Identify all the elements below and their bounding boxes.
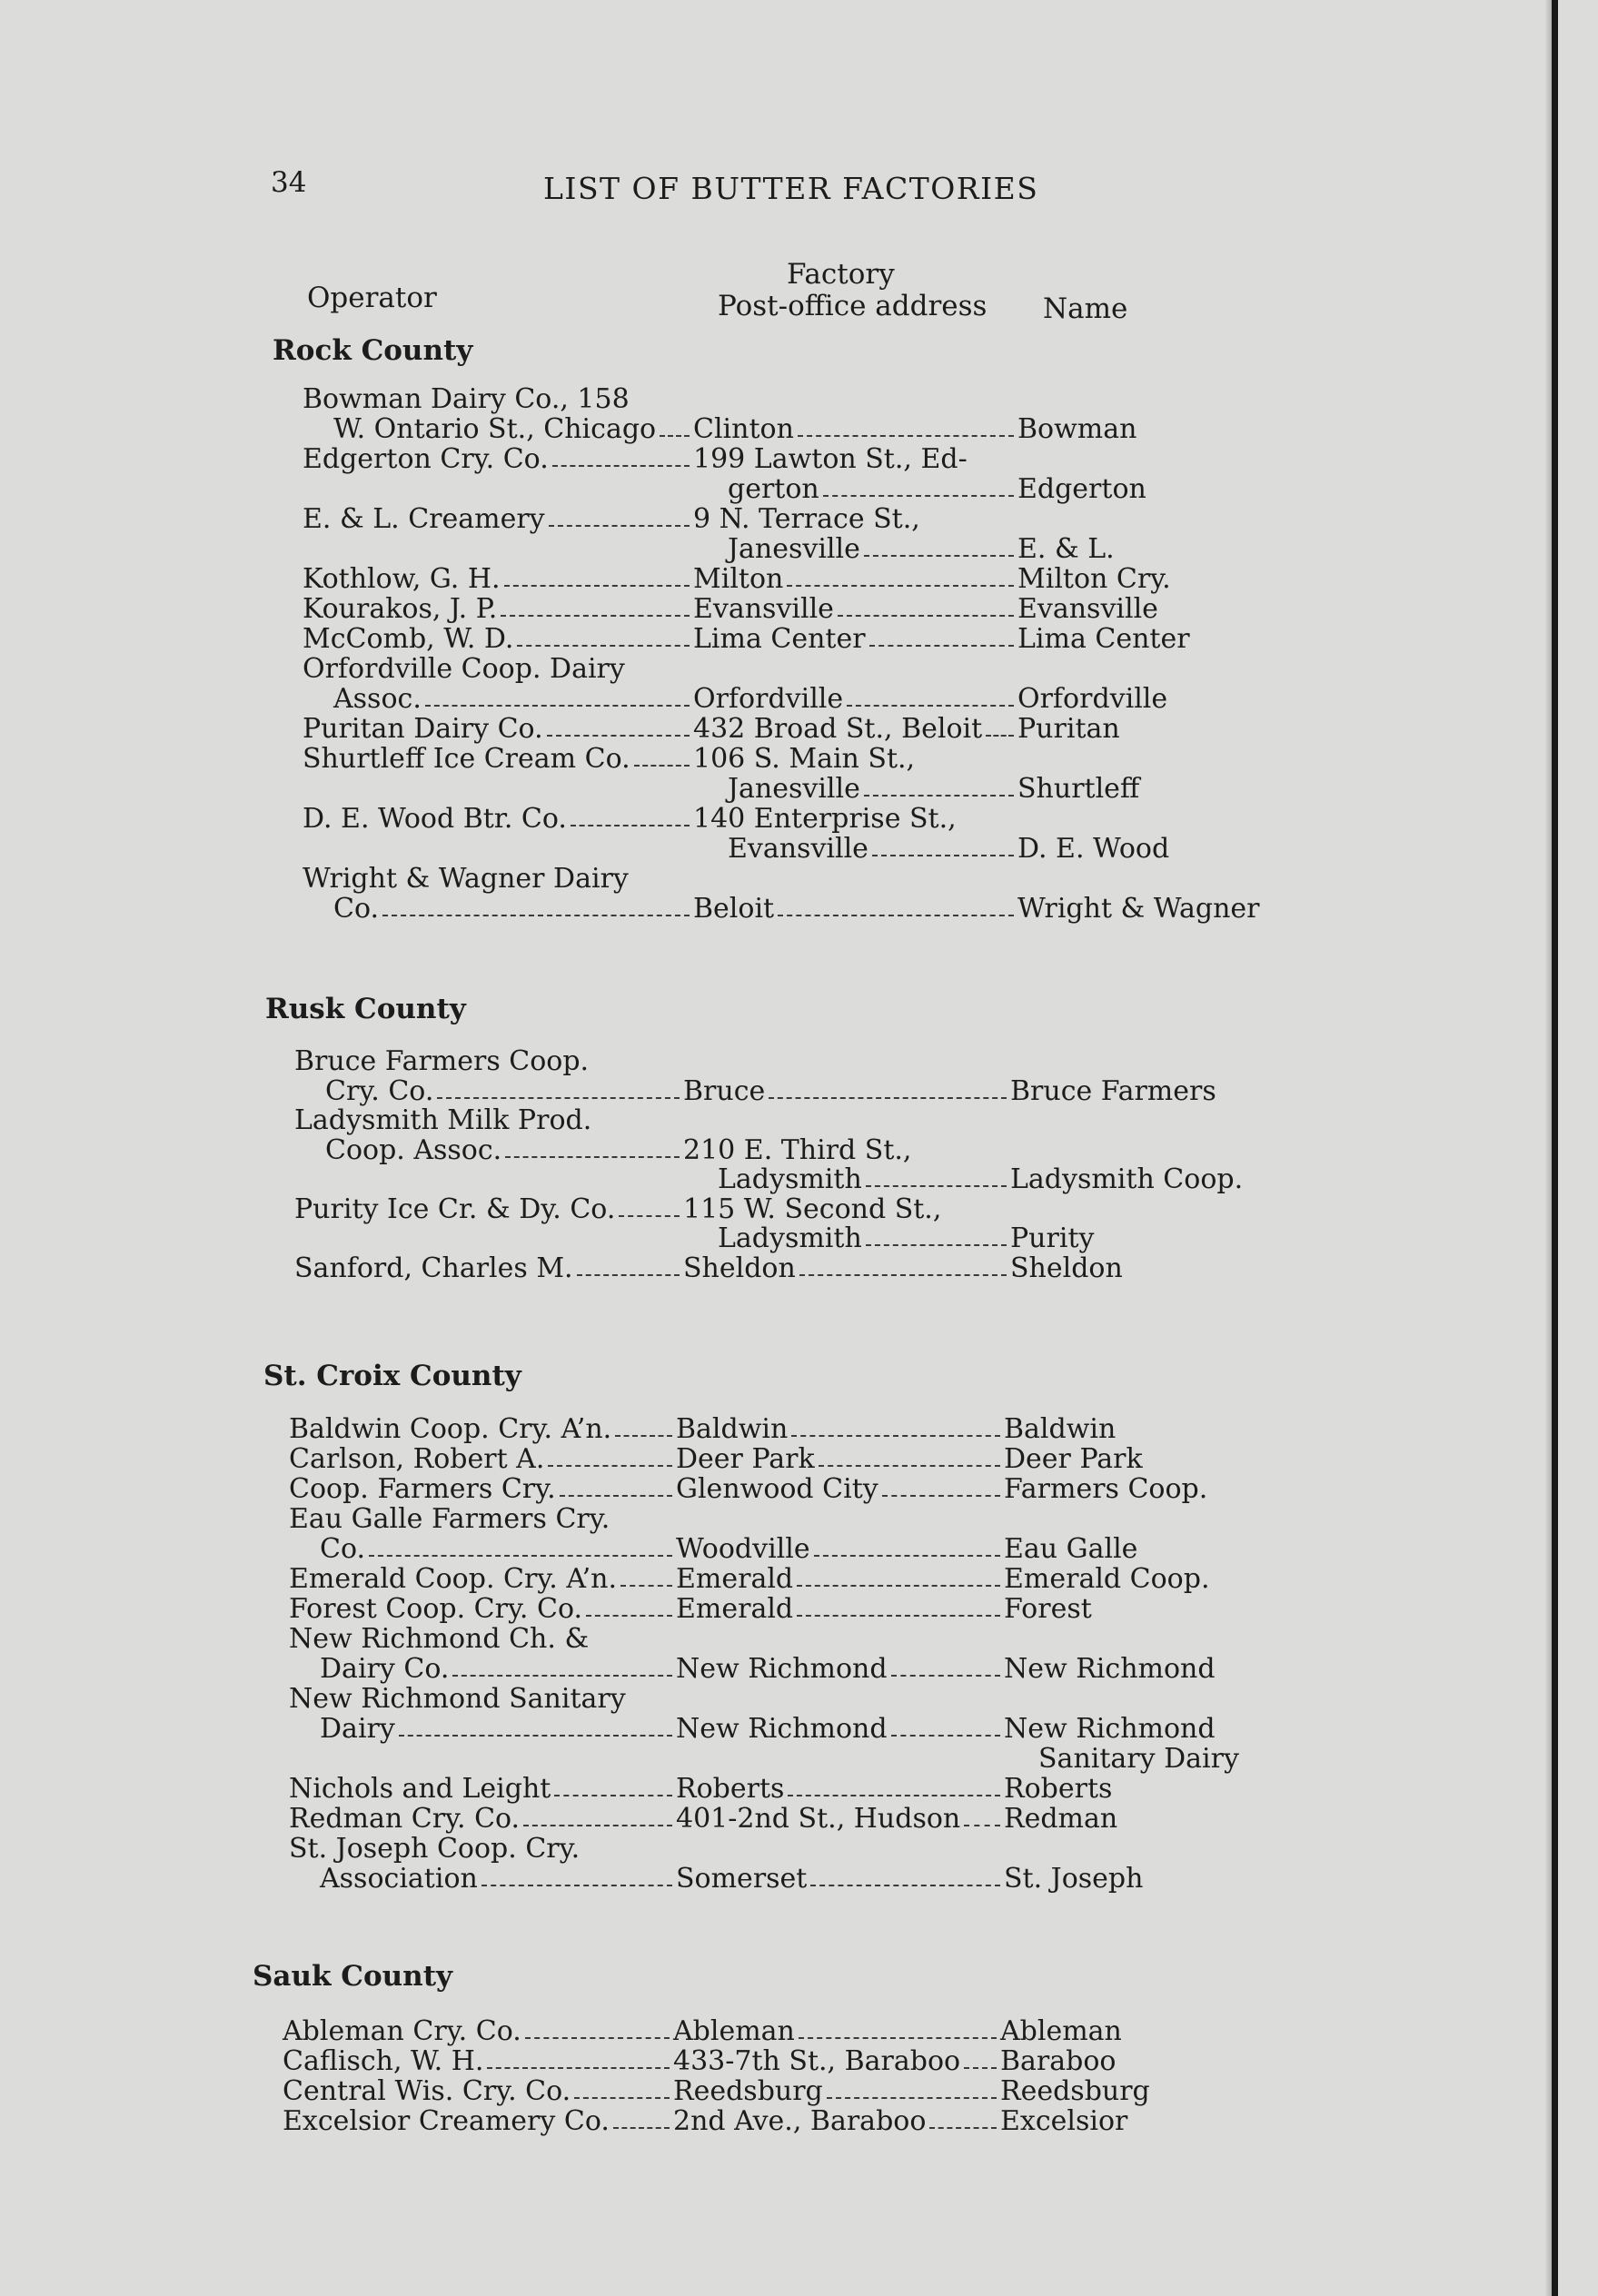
operator-cell: Baldwin Coop. Cry. A’n. [289, 1413, 612, 1445]
operator-cell: Eau Galle Farmers Cry. [289, 1503, 610, 1535]
operator-cell: Ableman Cry. Co. [283, 2015, 521, 2047]
dot-leader [827, 2097, 997, 2099]
dot-leader [619, 1215, 680, 1217]
list-item [0, 1046, 1544, 1076]
list-item [0, 654, 1544, 684]
operator-cell: Excelsior Creamery Co. [283, 2105, 610, 2137]
dot-leader [586, 1615, 672, 1617]
address-cell: 433-7th St., Baraboo [673, 2045, 961, 2077]
dot-leader [525, 2037, 670, 2039]
address-cell: Emerald [676, 1563, 794, 1595]
list-item [0, 1864, 1544, 1894]
page-number: 34 [271, 166, 307, 199]
list-item [0, 1194, 1544, 1224]
dot-leader [571, 825, 690, 826]
operator-cell: Bruce Farmers Coop. [294, 1045, 590, 1077]
list-item [0, 834, 1544, 864]
list-item [0, 1444, 1544, 1474]
address-cell: Ladysmith [718, 1222, 862, 1254]
dot-leader [574, 2097, 670, 2099]
list-item [0, 1594, 1544, 1624]
operator-cell: St. Joseph Coop. Cry. [289, 1833, 581, 1865]
list-item [0, 2016, 1544, 2046]
list-item [0, 684, 1544, 714]
factory-name-cell: Emerald Coop. [1004, 1563, 1210, 1595]
operator-cell: W. Ontario St., Chicago [333, 413, 657, 445]
county-heading: St. Croix County [263, 1360, 521, 1392]
dot-leader [891, 1675, 1000, 1677]
column-header-operator: Operator [307, 282, 437, 314]
factory-name-cell: Milton Cry. [1017, 563, 1171, 595]
factory-name-cell: Excelsior [1000, 2105, 1128, 2137]
dot-leader [819, 1465, 1000, 1467]
address-cell: Somerset [676, 1863, 808, 1895]
dot-leader [548, 1465, 672, 1467]
factory-name-cell: Eau Galle [1004, 1533, 1138, 1565]
address-cell: New Richmond [676, 1713, 888, 1745]
dot-leader [552, 465, 690, 467]
dot-leader [523, 1825, 672, 1826]
list-item [0, 1714, 1544, 1744]
address-cell: Ladysmith [718, 1163, 862, 1195]
address-cell: Woodville [676, 1533, 810, 1565]
list-item [0, 1684, 1544, 1714]
factory-name-cell: New Richmond [1004, 1653, 1216, 1685]
list-item [0, 864, 1544, 894]
address-cell: Milton [693, 563, 784, 595]
factory-name-cell: Orfordville [1017, 683, 1168, 715]
operator-cell: Shurtleff Ice Cream Co. [303, 743, 630, 775]
address-cell: Baldwin [676, 1413, 789, 1445]
address-cell: Deer Park [676, 1443, 815, 1475]
factory-name-cell: Bruce Farmers [1010, 1074, 1216, 1107]
address-cell: Clinton [693, 413, 794, 445]
list-item [0, 1474, 1544, 1504]
list-item [0, 564, 1544, 594]
dot-leader [504, 585, 690, 587]
dot-leader [891, 1735, 1000, 1737]
list-item [0, 534, 1544, 564]
dot-leader [549, 525, 690, 527]
address-cell: 210 E. Third St., [683, 1133, 912, 1166]
dot-leader [798, 435, 1014, 437]
binding-edge [1552, 0, 1558, 2296]
operator-cell: Coop. Assoc. [325, 1133, 502, 1166]
address-cell: Evansville [693, 593, 834, 625]
operator-cell: Kothlow, G. H. [303, 563, 501, 595]
operator-cell: Caflisch, W. H. [283, 2045, 484, 2077]
factory-name-cell: Roberts [1004, 1773, 1113, 1805]
factory-name-cell: New Richmond [1004, 1713, 1216, 1745]
dot-leader [864, 795, 1014, 797]
address-cell: gerton [728, 473, 819, 505]
dot-leader [554, 1795, 672, 1796]
factory-name-cell: E. & L. [1017, 533, 1115, 565]
operator-cell: Redman Cry. Co. [289, 1803, 521, 1835]
dot-leader [964, 2067, 997, 2069]
dot-leader [660, 435, 690, 437]
address-cell: 401-2nd St., Hudson [676, 1803, 961, 1835]
address-cell: New Richmond [676, 1653, 888, 1685]
dot-leader [810, 1885, 1000, 1886]
dot-leader [505, 1156, 680, 1158]
address-cell: Ableman [673, 2015, 795, 2047]
list-item [0, 1834, 1544, 1864]
list-item [0, 714, 1544, 744]
address-cell: Roberts [676, 1773, 785, 1805]
dot-leader [799, 1274, 1007, 1276]
factory-name-cell: Forest [1004, 1593, 1092, 1625]
dot-leader [872, 855, 1014, 856]
factory-name-cell: Deer Park [1004, 1443, 1143, 1475]
list-item [0, 2076, 1544, 2106]
dot-leader [615, 1435, 672, 1437]
list-item [0, 444, 1544, 474]
factory-name-cell: Ableman [1000, 2015, 1122, 2047]
operator-cell: Coop. Farmers Cry. [289, 1473, 556, 1505]
operator-cell: Co. [320, 1533, 366, 1565]
list-item [0, 474, 1544, 504]
address-cell: Emerald [676, 1593, 794, 1625]
dot-leader [866, 1244, 1007, 1246]
list-item [0, 1744, 1544, 1774]
list-item [0, 894, 1544, 924]
factory-name-cell: Farmers Coop. [1004, 1473, 1208, 1505]
operator-cell: Wright & Wagner Dairy [303, 863, 629, 895]
list-item [0, 1804, 1544, 1834]
binding-shadow [1544, 0, 1552, 2296]
address-cell: Janesville [728, 533, 860, 565]
address-cell: 106 S. Main St., [693, 743, 916, 775]
dot-leader [791, 1435, 1000, 1437]
operator-cell: Central Wis. Cry. Co. [283, 2075, 571, 2107]
dot-leader [501, 615, 690, 617]
list-item [0, 744, 1544, 774]
dot-leader [620, 1585, 672, 1587]
address-cell: Glenwood City [676, 1473, 878, 1505]
dot-leader [369, 1555, 672, 1557]
list-item [0, 624, 1544, 654]
dot-leader [823, 495, 1014, 497]
operator-cell: Cry. Co. [325, 1074, 434, 1107]
factory-name-cell: St. Joseph [1004, 1863, 1144, 1895]
operator-cell: Bowman Dairy Co., 158 [303, 383, 630, 415]
factory-name-cell: Puritan [1017, 713, 1120, 745]
list-item [0, 1164, 1544, 1194]
address-cell: 199 Lawton St., Ed- [693, 443, 968, 475]
operator-cell: Carlson, Robert A. [289, 1443, 545, 1475]
factory-name-cell: Redman [1004, 1803, 1118, 1835]
column-header-address: Post-office address [718, 290, 988, 322]
dot-leader [797, 1585, 1000, 1587]
list-item [0, 504, 1544, 534]
address-cell: Beloit [693, 893, 775, 925]
county-heading: Rock County [273, 334, 473, 367]
dot-leader [847, 705, 1014, 707]
dot-leader [769, 1097, 1007, 1099]
dot-leader [437, 1097, 680, 1099]
dot-leader [866, 1185, 1007, 1187]
address-cell: 9 N. Terrace St., [693, 503, 920, 535]
factory-name-cell: Bowman [1017, 413, 1137, 445]
list-item [0, 1534, 1544, 1564]
address-cell: 432 Broad St., Beloit [693, 713, 983, 745]
dot-leader [577, 1274, 680, 1276]
operator-cell: Edgerton Cry. Co. [303, 443, 549, 475]
operator-cell: Association [320, 1863, 478, 1895]
list-item [0, 2106, 1544, 2136]
address-cell: Lima Center [693, 623, 866, 655]
list-item [0, 1223, 1544, 1253]
factory-name-cell: Sanitary Dairy [1038, 1743, 1239, 1775]
operator-cell: Purity Ice Cr. & Dy. Co. [294, 1193, 616, 1225]
address-cell: Sheldon [683, 1252, 796, 1284]
dot-leader [399, 1735, 672, 1737]
factory-name-cell: Wright & Wagner [1017, 893, 1260, 925]
list-item [0, 804, 1544, 834]
list-item [0, 384, 1544, 414]
dot-leader [634, 765, 690, 767]
operator-cell: Dairy Co. [320, 1653, 450, 1685]
dot-leader [838, 615, 1014, 617]
factory-name-cell: Shurtleff [1017, 773, 1140, 805]
factory-name-cell: Baraboo [1000, 2045, 1117, 2077]
dot-leader [797, 1615, 1000, 1617]
factory-name-cell: Baldwin [1004, 1413, 1117, 1445]
dot-leader [382, 915, 690, 916]
list-item [0, 414, 1544, 444]
dot-leader [481, 1885, 672, 1886]
operator-cell: McComb, W. D. [303, 623, 514, 655]
address-cell: Bruce [683, 1074, 766, 1107]
address-cell: Orfordville [693, 683, 844, 715]
dot-leader [425, 705, 690, 707]
operator-cell: Ladysmith Milk Prod. [294, 1104, 592, 1136]
list-item [0, 1105, 1544, 1135]
operator-cell: New Richmond Sanitary [289, 1683, 626, 1715]
dot-leader [788, 1795, 1000, 1796]
dot-leader [814, 1555, 1000, 1557]
factory-name-cell: Evansville [1017, 593, 1158, 625]
factory-name-cell: Purity [1010, 1222, 1095, 1254]
list-item [0, 1564, 1544, 1594]
operator-cell: Co. [333, 893, 380, 925]
list-item [0, 1135, 1544, 1165]
list-item [0, 1253, 1544, 1283]
dot-leader [986, 735, 1014, 737]
factory-name-cell: Reedsburg [1000, 2075, 1150, 2107]
operator-cell: Forest Coop. Cry. Co. [289, 1593, 583, 1625]
list-item [0, 1774, 1544, 1804]
dot-leader [787, 585, 1014, 587]
dot-leader [964, 1825, 1000, 1826]
dot-leader [882, 1495, 1000, 1497]
factory-name-cell: Ladysmith Coop. [1010, 1163, 1244, 1195]
dot-leader [517, 645, 690, 647]
list-item [0, 1654, 1544, 1684]
factory-name-cell: Sheldon [1010, 1252, 1123, 1284]
operator-cell: D. E. Wood Btr. Co. [303, 803, 567, 835]
list-item [0, 774, 1544, 804]
page-title: LIST OF BUTTER FACTORIES [543, 171, 1039, 206]
dot-leader [613, 2127, 670, 2129]
list-item [0, 1076, 1544, 1106]
list-item [0, 594, 1544, 624]
list-item [0, 1414, 1544, 1444]
address-cell: 115 W. Second St., [683, 1193, 942, 1225]
operator-cell: Dairy [320, 1713, 395, 1745]
address-cell: Reedsburg [673, 2075, 823, 2107]
operator-cell: Sanford, Charles M. [294, 1252, 573, 1284]
list-item [0, 1504, 1544, 1534]
dot-leader [778, 915, 1014, 916]
operator-cell: Emerald Coop. Cry. A’n. [289, 1563, 617, 1595]
factory-name-cell: Edgerton [1017, 473, 1146, 505]
operator-cell: Assoc. [333, 683, 422, 715]
dot-leader [869, 645, 1014, 647]
county-heading: Rusk County [265, 993, 466, 1025]
list-item [0, 2046, 1544, 2076]
address-cell: Janesville [728, 773, 860, 805]
factory-name-cell: D. E. Wood [1017, 833, 1170, 865]
operator-cell: Orfordville Coop. Dairy [303, 653, 625, 685]
dot-leader [487, 2067, 670, 2069]
operator-cell: Nichols and Leight [289, 1773, 551, 1805]
address-cell: Evansville [728, 833, 868, 865]
list-item [0, 1624, 1544, 1654]
column-header-name: Name [1043, 292, 1128, 325]
dot-leader [799, 2037, 997, 2039]
dot-leader [929, 2127, 997, 2129]
dot-leader [560, 1495, 672, 1497]
county-heading: Sauk County [253, 1960, 453, 1993]
dot-leader [864, 555, 1014, 557]
operator-cell: Puritan Dairy Co. [303, 713, 543, 745]
column-header-factory: Factory [787, 258, 895, 291]
address-cell: 2nd Ave., Baraboo [673, 2105, 927, 2137]
operator-cell: Kourakos, J. P. [303, 593, 498, 625]
operator-cell: E. & L. Creamery [303, 503, 545, 535]
dot-leader [547, 735, 690, 737]
address-cell: 140 Enterprise St., [693, 803, 957, 835]
operator-cell: New Richmond Ch. & [289, 1623, 590, 1655]
factory-name-cell: Lima Center [1017, 623, 1190, 655]
dot-leader [452, 1675, 672, 1677]
